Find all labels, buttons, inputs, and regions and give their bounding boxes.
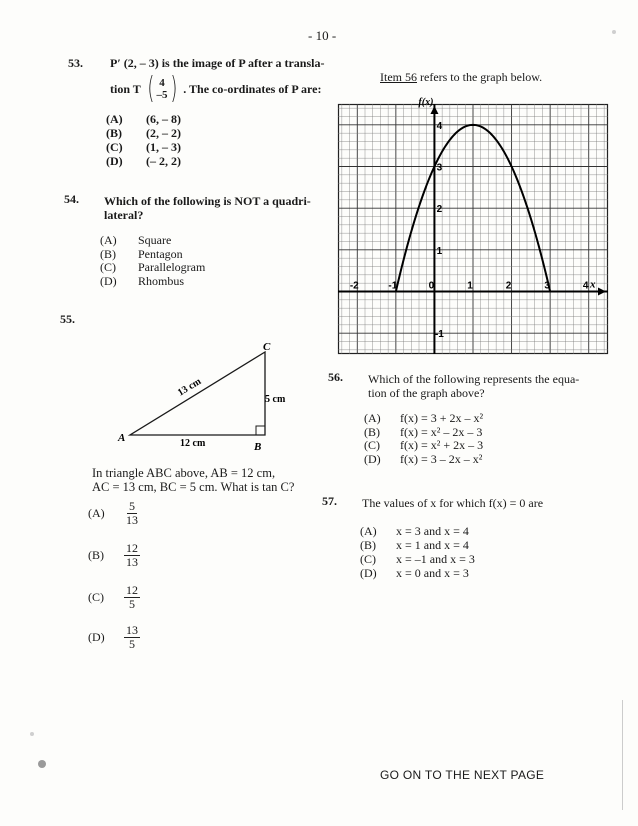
option-54-b[interactable]: (B) Pentagon	[100, 246, 183, 261]
question-54-line2: lateral?	[104, 208, 144, 222]
footer-next-page: GO ON TO THE NEXT PAGE	[380, 768, 545, 782]
option-57-c[interactable]: (C) x = –1 and x = 3	[360, 552, 475, 566]
question-53-line2-pre: tion T	[110, 81, 141, 96]
question-53-line1: P′ (2, – 3) is the image of P after a transla-	[110, 56, 325, 70]
function-graph	[338, 96, 608, 354]
vertex-c-label: C	[263, 341, 271, 353]
option-55-a[interactable]: (A) $\frac{5}{13}$	[88, 499, 138, 527]
x-tick-label: -1	[388, 280, 398, 292]
option-56-c[interactable]: (C) f(x) = x² + 2x – 3	[364, 438, 484, 452]
question-57-options	[360, 524, 475, 580]
question-54-options	[100, 234, 205, 288]
y-axis-label: f(x)	[418, 96, 434, 108]
question-53-options	[106, 112, 181, 168]
item-56-reference: Item 56 refers to the graph below.	[380, 70, 543, 84]
question-53-number: 53.	[68, 56, 83, 70]
question-57-number: 57.	[322, 494, 337, 508]
vertex-a-label: A	[118, 432, 126, 444]
scan-speck	[30, 732, 34, 736]
hypotenuse-label: 13 cm	[175, 376, 204, 399]
x-axis-label: x	[590, 278, 596, 291]
scan-edge-line	[622, 700, 623, 810]
translation-vector: ( 4 –5 )	[147, 71, 177, 106]
question-55-line1: In triangle ABC above, AB = 12 cm,	[92, 466, 276, 480]
option-55-d[interactable]: (D) $\frac{13}{5}$	[88, 623, 138, 651]
right-angle-mark	[256, 426, 265, 435]
question-56-number: 56.	[328, 370, 343, 384]
vertex-b-label: B	[254, 441, 262, 453]
question-55-number: 55.	[60, 312, 75, 326]
x-tick-label: 1	[467, 280, 473, 292]
side-label: 5 cm	[265, 394, 286, 405]
x-tick-label: -2	[349, 280, 359, 292]
option-54-d[interactable]: (D) Rhombus	[100, 273, 185, 288]
question-55-line2: AC = 13 cm, BC = 5 cm. What is tan C?	[92, 480, 295, 494]
base-label: 12 cm	[180, 438, 206, 449]
y-tick-label: 2	[436, 204, 443, 216]
option-56-a[interactable]: (A) f(x) = 3 + 2x – x²	[364, 411, 484, 425]
option-56-d[interactable]: (D) f(x) = 3 – 2x – x²	[364, 451, 483, 466]
question-54-text	[104, 194, 311, 222]
question-56-line1: Which of the following represents the equa-	[368, 372, 580, 386]
question-53-line2	[110, 71, 322, 106]
question-54-line1: Which of the following is NOT a quadri-	[104, 194, 311, 208]
x-axis-arrow	[598, 288, 606, 296]
scan-speck	[38, 760, 46, 768]
option-53-c[interactable]: (C) (1, – 3)	[106, 140, 181, 154]
option-55-c[interactable]: (C) $\frac{12}{5}$	[88, 583, 138, 611]
option-53-a[interactable]: (A) (6, – 8)	[106, 112, 181, 126]
y-tick-label: -1	[434, 329, 444, 341]
option-56-b[interactable]: (B) f(x) = x² – 2x – 3	[364, 424, 483, 439]
scan-speck	[612, 30, 616, 34]
question-54-number: 54.	[64, 192, 79, 206]
option-57-a[interactable]: (A) x = 3 and x = 4	[360, 524, 469, 538]
question-56-text	[368, 372, 579, 400]
x-tick-label: 3	[544, 280, 550, 292]
vector-bottom: –5	[156, 89, 168, 101]
option-55-b[interactable]: (B) $\frac{12}{13}$	[88, 541, 138, 569]
option-53-d[interactable]: (D) (– 2, 2)	[106, 154, 181, 168]
option-54-a[interactable]: (A) Square	[100, 233, 172, 247]
option-54-c[interactable]: (C) Parallelogram	[100, 260, 206, 274]
triangle-abc	[130, 352, 265, 435]
triangle-diagram	[110, 338, 310, 453]
question-53-line2-post: . The co-ordinates of P are:	[183, 81, 322, 96]
option-53-b[interactable]: (B) (2, – 2)	[106, 126, 181, 140]
y-tick-label: 4	[436, 120, 443, 132]
y-tick-label: 3	[436, 162, 443, 174]
question-55-text	[92, 466, 294, 494]
option-57-d[interactable]: (D) x = 0 and x = 3	[360, 566, 469, 580]
question-56-options	[364, 412, 483, 466]
question-56-line2: tion of the graph above?	[368, 386, 485, 400]
page-number: - 10 -	[308, 28, 337, 43]
x-tick-label: 2	[505, 280, 512, 292]
x-tick-label: 0	[428, 280, 435, 292]
y-tick-label: 1	[436, 245, 443, 257]
option-57-b[interactable]: (B) x = 1 and x = 4	[360, 538, 469, 552]
x-tick-label: 4	[582, 280, 589, 292]
question-57-line1: The values of x for which f(x) = 0 are	[362, 496, 544, 510]
vector-top: 4	[159, 76, 165, 89]
